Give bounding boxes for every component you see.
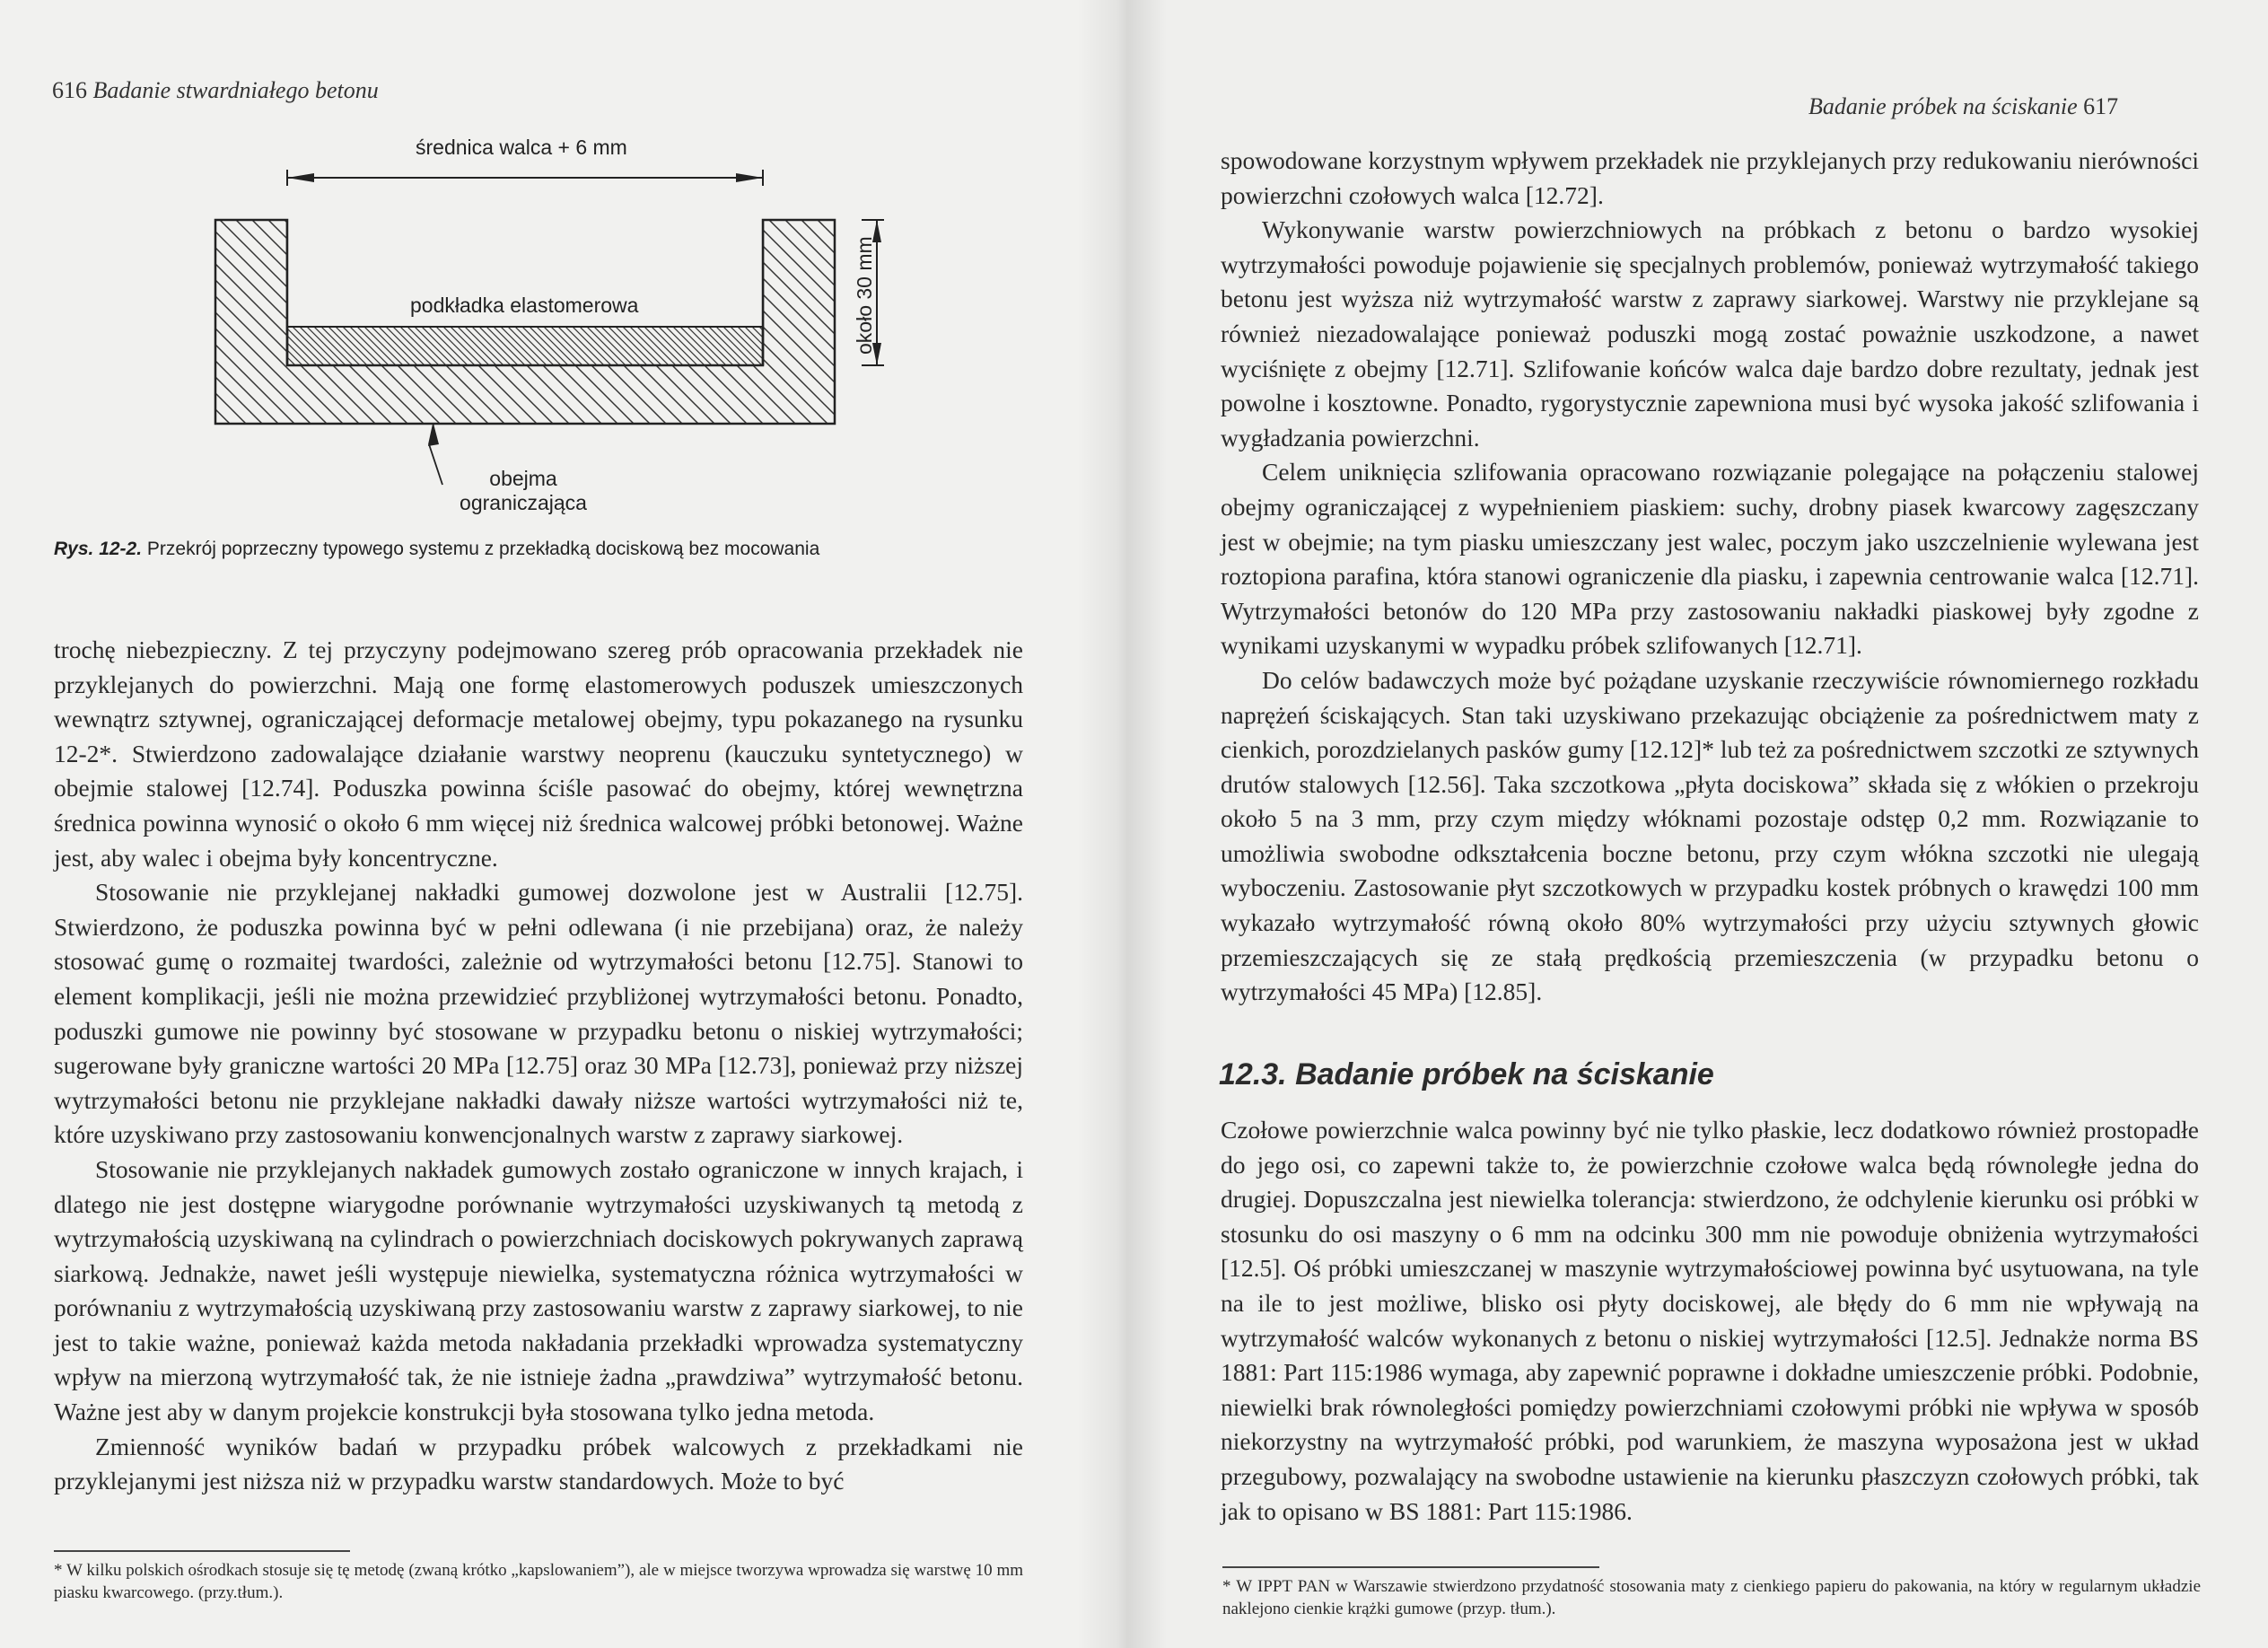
label-ring-line2: ograniczająca <box>460 491 587 514</box>
paragraph: Czołowe powierzchnie walca powinny być nie tylko płaskie, lecz dodatkowo również prostopadłe do jego osi, co zapewni także to, że powierzchnie czołowe walca będą równoległe jedna do drugiej. Dopuszczalna jest niewielka tolerancja: stwierdzono, że odchylenie kierunku osi próbki w stosunku do osi maszyny o 6 mm na odcinku 300 mm nie powoduje obniżenia wytrzymałości [12.5]. Oś próbki umieszczanej w maszynie wytrzymałościowej powinna być usytuowana, na tyle na ile to jest możliwe, blisko osi płyty dociskowej, ale błędy do 6 mm nie wpływają na wytrzymałość walców wykonanych z betonu o niskiej wytrzymałości [12.5]. Jednakże norma BS 1881: Part 115:1986 wymaga, aby zapewnić poprawne i dokładne umieszczenie próbki. Podobnie, niewielki brak równoległości pomiędzy powierzchniami czołowymi próbki nie wpływa w sposób niekorzystny na wytrzymałość próbki, pod warunkiem, że maszyna wyposażona jest w układ przegubowy, pozwalający na swobodne ustawienie na kierunku płaszczyzn czołowych próbki, tak jak to opisano w BS 1881: Part 115:1986. <box>1221 1116 2199 1525</box>
figure-caption <box>54 539 1041 560</box>
footnote-rule-left <box>54 1550 350 1552</box>
figure-number: Rys. 12-2. <box>54 539 143 559</box>
paragraph: Zmienność wyników badań w przypadku próbek walcowych z przekładkami nie przyklejanymi jest niższa niż w przypadku warstw standardowych. Może to być <box>54 1432 1023 1495</box>
left-body-text <box>54 633 1023 1499</box>
left-running-head <box>52 77 379 104</box>
elastomeric-pad <box>287 327 763 365</box>
right-body-text <box>1221 144 2199 1010</box>
right-running-head <box>1808 93 2118 120</box>
paragraph: Stosowanie nie przyklejanej nakładki gumowej dozwolone jest w Australii [12.75]. Stwierdzono, że poduszka powinna być w pełni odlewana (i nie przebijana) oraz, że należy stosować gumę o rozmaitej twardości, zależnie od wytrzymałości betonu [12.75]. Stanowi to element komplikacji, jeśli nie można przewidzieć przybliżonej wytrzymałości betonu. Ponadto, poduszki gumowe nie powinny być stosowane w przypadku betonu o niskiej wytrzymałości; sugerowane były graniczne wartości 20 MPa [12.75] oraz 30 MPa [12.73], ponieważ przy niższej wytrzymałości betonu nie przyklejane nakładki dawały niższe wartości wytrzymałości niż te, które uzyskiwano przy zastosowaniu konwencjonalnych warstw z zaprawy siarkowej. <box>54 878 1023 1149</box>
book-gutter-shadow <box>1077 0 1167 1648</box>
paragraph: Stosowanie nie przyklejanych nakładek gumowych zostało ograniczone w innych krajach, i dlatego nie jest dostępne wiarygodne porównanie wytrzymałości uzyskiwanych tą metodą z wytrzymałością uzyskiwaną na cylindrach o powierzchniach dociskowych pokrywanych zaprawą siarkową. Jednakże, nawet jeśli występuje niewielka, systematyczna różnica wytrzymałości w porównaniu z wytrzymałością uzyskiwaną przy zastosowaniu warstw z zaprawy siarkowej, to nie jest to takie ważne, ponieważ każda metoda nakładania przekładki wprowadza systematyczny wpływ na mierzoną wytrzymałość tak, że nie istnieje żadna „prawdziwa” wytrzymałość betonu. Ważne jest aby w danym projekcie konstrukcji była stosowana tylko jedna metoda. <box>54 1154 1023 1426</box>
right-running-title: Badanie próbek na ściskanie <box>1808 93 2078 119</box>
footnote-rule-right <box>1222 1566 1599 1568</box>
right-page-number: 617 <box>2083 93 2119 119</box>
figure-caption-text: Przekrój poprzeczny typowego systemu z przekładką dociskową bez mocowania <box>142 539 820 559</box>
section-heading: 12.3. Badanie próbek na ściskanie <box>1219 1057 1714 1091</box>
figure-12-2 <box>211 130 920 525</box>
footnote-right: * W IPPT PAN w Warszawie stwierdzono przydatność stosowania maty z cienkiego papieru do pakowania, na który w regularnym układzie naklejono cienkie krążki gumowe (przyp. tłum.). <box>1222 1577 2201 1618</box>
label-ring-line1: obejma <box>489 467 557 490</box>
paragraph: Do celów badawczych może być pożądane uzyskanie rzeczywiście równomiernego rozkładu naprężeń ściskających. Stan taki uzyskiwano przekazując obciążenie za pośrednictwem maty z cienkich, porozdzielanych pasków gumy [12.12]* lub też za pośrednictwem szczotki ze sztywnych drutów stalowych [12.56]. Taka szczotkowa „płyta dociskowa” składa się z włókien o przekroju około 5 na 3 mm, przy czym między włóknami pozostaje odstęp 0,2 mm. Rozwiązanie to umożliwia swobodne odkształcenia boczne betonu, przy czym włókna szczotki nie ulegają wyboczeniu. Zastosowanie płyt szczotkowych w przypadku kostek próbnych o krawędzi 100 mm wykazało wytrzymałość równą około 80% wytrzymałości przy użyciu sztywnych głowic przemieszczających się ze stałą prędkością przemieszczenia (w przypadku betonu o wytrzymałości 45 MPa) [12.85]. <box>1221 665 2199 1006</box>
paragraph: Wykonywanie warstw powierzchniowych na próbkach z betonu o bardzo wysokiej wytrzymałości powoduje pojawienie się specjalnych problemów, ponieważ wytrzymałość takiego betonu jest wyższa niż wytrzymałość warstw z zaprawy siarkowej. Warstwy nie przyklejane są również niezadowalające ponieważ poduszki mogą zostać poważnie uszkodzone, a nawet wyciśnięte z obejmy [12.71]. Szlifowanie końców walca daje bardzo dobre rezultaty, jednak jest powolne i kosztowne. Ponadto, rygorystycznie zapewniona musi być wysoka jakość szlifowania i wygładzania powierzchni. <box>1221 215 2199 451</box>
dim-arrow-left <box>287 173 314 182</box>
left-running-title: Badanie stwardniałego betonu <box>92 77 379 103</box>
footnote-left: * W kilku polskich ośrodkach stosuje się tę metodę (zwaną krótko „kapslowaniem”), ale w miejsce tworzywa wprowadza się warstwę 10 mm piasku kwarcowego. (przy.tłum.). <box>54 1561 1023 1602</box>
label-elastomeric-pad: podkładka elastomerowa <box>410 294 639 317</box>
label-height: około 30 mm <box>853 236 876 355</box>
cross-section-diagram <box>211 130 920 525</box>
label-diameter: średnica walca + 6 mm <box>416 136 627 159</box>
paragraph: trochę niebezpieczny. Z tej przyczyny podejmowano szereg prób opracowania przekładek nie przyklejanych do powierzchni. Mają one formę elastomerowych poduszek umieszczonych wewnątrz sztywnej, ograniczającej deformacje metalowej obejmy, typu pokazanego na rysunku 12-2*. Stwierdzono zadowalające działanie warstwy neoprenu (kauczuku syntetycznego) w obejmie stalowej [12.74]. Poduszka powinna ściśle pasować do obejmy, której wewnętrzna średnica powinna wynosić o około 6 mm więcej niż średnica walcowej próbki betonowej. Ważne jest, aby walec i obejma były koncentryczne. <box>54 636 1023 872</box>
paragraph: spowodowane korzystnym wpływem przekładek nie przyklejanych przy redukowaniu nierówności powierzchni czołowych walca [12.72]. <box>1221 146 2199 209</box>
paragraph: Celem uniknięcia szlifowania opracowano rozwiązanie polegające na połączeniu stalowej obejmy ograniczającej z wypełnieniem piaskiem: suchy, drobny piasek kwarcowy zagęszczany jest w obejmie; na tym piasku umieszczany jest walec, poczym jako uszczelnienie wylewana jest roztopiona parafina, która stanowi ograniczenie dla piasku, i zapewnia centrowanie walca [12.71]. Wytrzymałości betonów do 120 MPa przy zastosowaniu nakładki piaskowej były zgodne z wynikami uzyskanymi w wypadku próbek szlifowanych [12.71]. <box>1221 458 2199 660</box>
section-body-text <box>1221 1113 2199 1529</box>
dim-arrow-right <box>736 173 763 182</box>
left-page-number: 616 <box>52 77 87 103</box>
